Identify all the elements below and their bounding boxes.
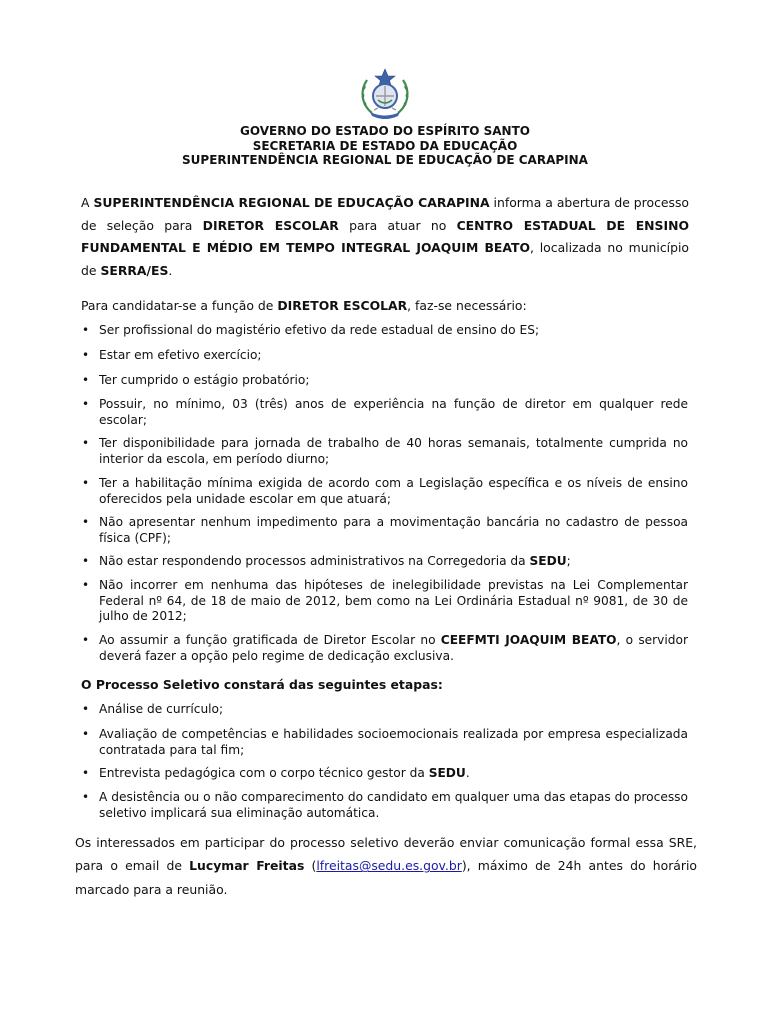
list-item-text: , o servidor deverá fazer a opção pelo regime de dedicação exclusiva. xyxy=(99,633,688,663)
stages-list xyxy=(81,702,688,718)
list-item-text: A desistência ou o não comparecimento do candidato em qualquer uma das etapas do processo seletivo implicará sua eliminação automática. xyxy=(99,790,688,820)
list-item-bold: SEDU xyxy=(428,766,466,780)
list-item-text: Ser profissional do magistério efetivo da rede estadual de ensino do ES; xyxy=(99,323,540,337)
intro-paragraph xyxy=(81,192,689,282)
intro-position: DIRETOR ESCOLAR xyxy=(202,217,339,233)
requirements-title-pre: Para candidatar-se a função de xyxy=(81,298,278,313)
list-item-bold: SEDU xyxy=(529,554,567,568)
list-item-text: Ter cumprido o estágio probatório; xyxy=(99,373,310,387)
closing-paragraph xyxy=(75,831,697,901)
requirements-title xyxy=(81,298,527,314)
document-header xyxy=(0,124,770,168)
closing-text-3: ), máximo de 24h antes do horário marcado para a reunião. xyxy=(75,858,697,897)
stages-title: O Processo Seletivo constará das seguintes etapas: xyxy=(81,677,443,692)
requirements-list xyxy=(81,633,688,664)
requirements-list xyxy=(81,397,688,428)
bullet-icon: • xyxy=(82,633,90,647)
list-item xyxy=(81,476,688,507)
list-item xyxy=(81,702,688,718)
intro-city: SERRA/ES xyxy=(100,262,169,278)
list-item-text: Não incorrer em nenhuma das hipóteses de inelegibilidade previstas na Lei Complementar Federal nº 64, de 18 de maio de 2012, bem como na Lei Ordinária Estadual nº 9081, de 30 de julho de 2012; xyxy=(99,578,688,624)
requirements-title-post: , faz-se necessário: xyxy=(407,298,527,313)
intro-text-5: . xyxy=(168,262,173,278)
bullet-icon: • xyxy=(82,766,90,780)
intro-text-3: para atuar no xyxy=(338,217,457,233)
intro-text-4: , localizada no município de xyxy=(81,240,689,278)
list-item xyxy=(81,790,688,821)
bullet-icon: • xyxy=(82,323,90,337)
requirements-list xyxy=(81,476,688,507)
bullet-icon: • xyxy=(82,348,90,362)
list-item xyxy=(81,323,688,339)
stages-list xyxy=(81,727,688,758)
list-item xyxy=(81,348,688,364)
state-coat-of-arms-icon xyxy=(358,66,412,122)
bullet-icon: • xyxy=(82,436,90,450)
bullet-icon: • xyxy=(82,554,90,568)
list-item-text: Estar em efetivo exercício; xyxy=(99,348,262,362)
stages-list xyxy=(81,766,688,782)
list-item-text: Não estar respondendo processos administrativos na Corregedoria da xyxy=(99,554,530,568)
list-item xyxy=(81,578,688,625)
list-item xyxy=(81,727,688,758)
stages-list xyxy=(81,790,688,821)
intro-superintendence: SUPERINTENDÊNCIA REGIONAL DE EDUCAÇÃO CARAPINA xyxy=(93,195,490,210)
list-item xyxy=(81,436,688,467)
requirements-list xyxy=(81,348,688,364)
list-item-text: Análise de currículo; xyxy=(99,702,224,716)
requirements-list xyxy=(81,436,688,467)
bullet-icon: • xyxy=(82,702,90,716)
contact-name: Lucymar Freitas xyxy=(189,858,305,874)
list-item-text: Possuir, no mínimo, 03 (três) anos de experiência na função de diretor em qualquer rede escolar; xyxy=(99,397,688,427)
requirements-list xyxy=(81,578,688,625)
header-secretariat: SECRETARIA DE ESTADO DA EDUCAÇÃO xyxy=(252,138,518,153)
requirements-title-bold: DIRETOR ESCOLAR xyxy=(277,298,408,313)
list-item-text: ; xyxy=(566,554,571,568)
intro-text-2: informa a abertura de processo de seleção para xyxy=(81,195,690,233)
list-item-bold: CEEFMTI JOAQUIM BEATO xyxy=(440,633,617,647)
list-item-text: Não apresentar nenhum impedimento para a movimentação bancária no cadastro de pessoa física (CPF); xyxy=(99,515,688,545)
list-item-text: Ter disponibilidade para jornada de trabalho de 40 horas semanais, totalmente cumprida no interior da escola, em período diurno; xyxy=(99,436,688,466)
email-link[interactable]: lfreitas@sedu.es.gov.br xyxy=(316,858,462,874)
list-item xyxy=(81,766,688,782)
intro-text-1: A xyxy=(81,195,94,210)
bullet-icon: • xyxy=(82,373,90,387)
bullet-icon: • xyxy=(82,515,90,529)
list-item xyxy=(81,373,688,389)
header-government: GOVERNO DO ESTADO DO ESPÍRITO SANTO xyxy=(239,124,530,138)
intro-school: CENTRO ESTADUAL DE ENSINO FUNDAMENTAL E MÉDIO EM TEMPO INTEGRAL JOAQUIM BEATO xyxy=(81,217,689,256)
bullet-icon: • xyxy=(82,397,90,411)
requirements-list xyxy=(81,515,688,546)
list-item-text: . xyxy=(465,766,470,780)
list-item xyxy=(81,554,688,570)
list-item-text: Ter a habilitação mínima exigida de acordo com a Legislação específica e os níveis de ensino oferecidos pela unidade escolar em que atuará; xyxy=(99,476,688,506)
requirements-list xyxy=(81,373,688,389)
bullet-icon: • xyxy=(82,578,90,592)
list-item-text: Entrevista pedagógica com o corpo técnico gestor da xyxy=(99,766,429,780)
list-item-text: Ao assumir a função gratificada de Diretor Escolar no xyxy=(99,633,441,647)
bullet-icon: • xyxy=(82,476,90,490)
list-item xyxy=(81,397,688,428)
requirements-list xyxy=(81,323,688,339)
closing-text-2: ( xyxy=(304,858,317,874)
requirements-list xyxy=(81,554,688,570)
closing-text-1: Os interessados em participar do processo seletivo deverão enviar comunicação formal essa SRE, para o email de xyxy=(75,835,697,874)
bullet-icon: • xyxy=(82,790,90,804)
header-superintendence: SUPERINTENDÊNCIA REGIONAL DE EDUCAÇÃO DE CARAPINA xyxy=(182,153,588,167)
list-item xyxy=(81,515,688,546)
list-item xyxy=(81,633,688,664)
bullet-icon: • xyxy=(82,727,90,741)
list-item-text: Avaliação de competências e habilidades socioemocionais realizada por empresa especializada contratada para tal fim; xyxy=(99,727,688,757)
